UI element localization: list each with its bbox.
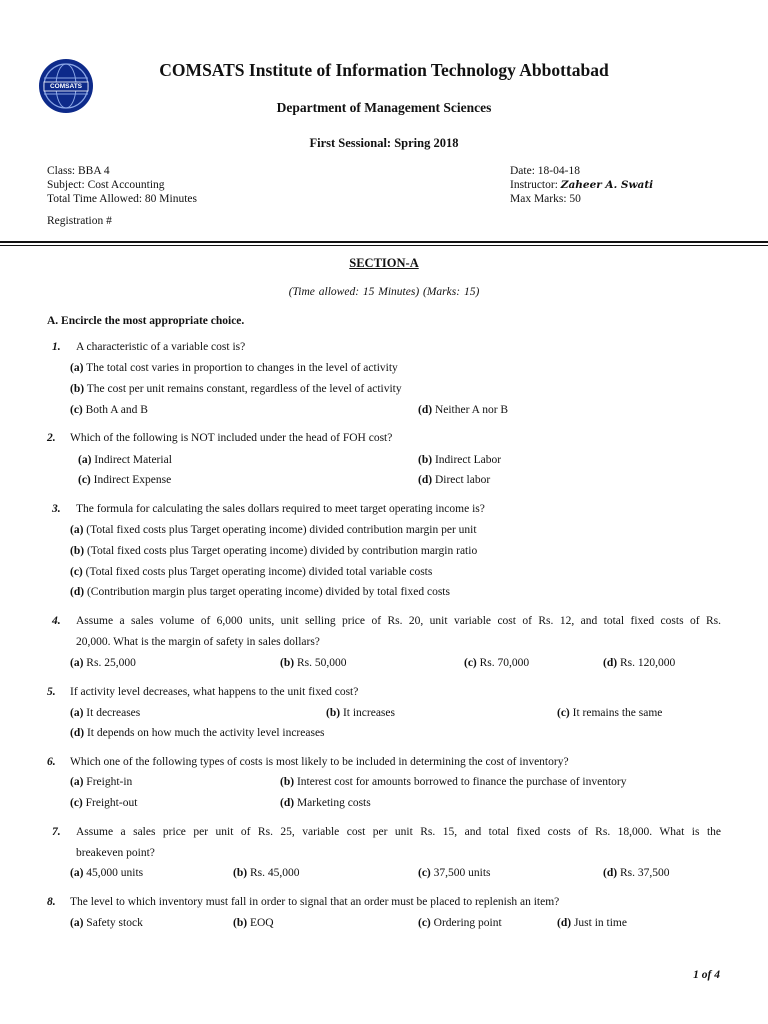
option[interactable]: (a) Indirect Material	[78, 454, 172, 466]
logo-text: COMSATS	[49, 83, 83, 90]
option[interactable]: (b) (Total fixed costs plus Target operating income) divided by contribution margin ratio	[70, 545, 478, 557]
question-text: A characteristic of a variable cost is?	[76, 341, 246, 353]
question-text: The formula for calculating the sales dollars required to meet target operating income is?	[76, 503, 485, 515]
option[interactable]: (b) EOQ	[233, 917, 274, 929]
question-number: 3.	[52, 503, 61, 515]
question-text: The level to which inventory must fall in order to signal that an order must be placed to replenish an item?	[70, 896, 560, 908]
option[interactable]: (a) It decreases	[70, 707, 141, 719]
option[interactable]: (d) It depends on how much the activity level increases	[70, 727, 325, 739]
instructor-name: Zaheer A. Swati	[560, 179, 654, 191]
option[interactable]: (b) It increases	[326, 707, 395, 719]
option[interactable]: (d) Rs. 120,000	[603, 657, 676, 669]
question-text-cont: breakeven point?	[76, 847, 155, 859]
option[interactable]: (d) Rs. 37,500	[603, 867, 670, 879]
option[interactable]: (d) Just in time	[557, 917, 627, 929]
question-text: If activity level decreases, what happens to the unit fixed cost?	[70, 686, 359, 698]
question-text: Assume a sales price per unit of Rs. 25, variable cost per unit Rs. 15, and total fixed costs of Rs. 18,000. What is the	[76, 826, 721, 838]
question-number: 5.	[47, 686, 56, 698]
class-info: Class: BBA 4	[47, 165, 110, 177]
session-title: First Sessional: Spring 2018	[309, 136, 459, 150]
question-text: Assume a sales volume of 6,000 units, unit selling price of Rs. 20, unit variable cost of Rs. 12, and total fixed costs of Rs.	[76, 615, 721, 627]
option[interactable]: (b) Rs. 45,000	[233, 867, 300, 879]
question-number: 6.	[47, 756, 56, 768]
page-number: 1 of 4	[693, 969, 720, 981]
section-instruction: A. Encircle the most appropriate choice.	[47, 315, 245, 327]
institute-title: COMSATS Institute of Information Technology Abbottabad	[159, 60, 609, 80]
question-number: 2.	[47, 432, 56, 444]
option[interactable]: (b) Interest cost for amounts borrowed to finance the purchase of inventory	[280, 776, 627, 788]
time-allowed-info: Total Time Allowed: 80 Minutes	[47, 193, 197, 205]
question-number: 1.	[52, 341, 61, 353]
question-text: Which one of the following types of costs is most likely to be included in determining the cost of inventory?	[70, 756, 569, 768]
option[interactable]: (a) Freight-in	[70, 776, 133, 788]
option[interactable]: (a) Rs. 25,000	[70, 657, 136, 669]
option[interactable]: (c) Both A and B	[70, 404, 148, 416]
date-info: Date: 18-04-18	[510, 165, 580, 177]
question-number: 8.	[47, 896, 56, 908]
max-marks-info: Max Marks: 50	[510, 193, 581, 205]
question-number: 7.	[52, 826, 61, 838]
option[interactable]: (c) Freight-out	[70, 797, 138, 809]
option[interactable]: (a) 45,000 units	[70, 867, 144, 879]
option[interactable]: (a) (Total fixed costs plus Target operating income) divided contribution margin per unit	[70, 524, 477, 536]
option[interactable]: (c) Ordering point	[418, 917, 502, 929]
section-time-marks: (Time allowed: 15 Minutes) (Marks: 15)	[288, 286, 480, 298]
option[interactable]: (d) Neither A nor B	[418, 404, 509, 416]
section-title: SECTION-A	[349, 256, 419, 270]
option[interactable]: (c) Rs. 70,000	[464, 657, 530, 669]
option[interactable]: (c) (Total fixed costs plus Target operating income) divided total variable costs	[70, 566, 433, 578]
instructor-label: Instructor:	[510, 179, 558, 191]
option[interactable]: (b) Rs. 50,000	[280, 657, 347, 669]
question-text-cont: 20,000. What is the margin of safety in sales dollars?	[76, 636, 320, 648]
header-divider-thin	[0, 245, 768, 246]
option[interactable]: (d) (Contribution margin plus target operating income) divided by total fixed costs	[70, 586, 450, 598]
option[interactable]: (b) Indirect Labor	[418, 454, 502, 466]
option[interactable]: (c) It remains the same	[557, 707, 663, 719]
department-title: Department of Management Sciences	[276, 100, 492, 115]
option[interactable]: (c) 37,500 units	[418, 867, 491, 879]
option[interactable]: (a) Safety stock	[70, 917, 143, 929]
registration-info: Registration #	[47, 215, 112, 227]
header-divider-thick	[0, 241, 768, 243]
option[interactable]: (b) The cost per unit remains constant, regardless of the level of activity	[70, 383, 402, 395]
option[interactable]: (d) Direct labor	[418, 474, 491, 486]
option[interactable]: (c) Indirect Expense	[78, 474, 172, 486]
option[interactable]: (a) The total cost varies in proportion to changes in the level of activity	[70, 362, 398, 374]
question-number: 4.	[52, 615, 61, 627]
question-text: Which of the following is NOT included under the head of FOH cost?	[70, 432, 393, 444]
instructor-info	[510, 178, 653, 192]
subject-info: Subject: Cost Accounting	[47, 179, 165, 191]
option[interactable]: (d) Marketing costs	[280, 797, 371, 809]
